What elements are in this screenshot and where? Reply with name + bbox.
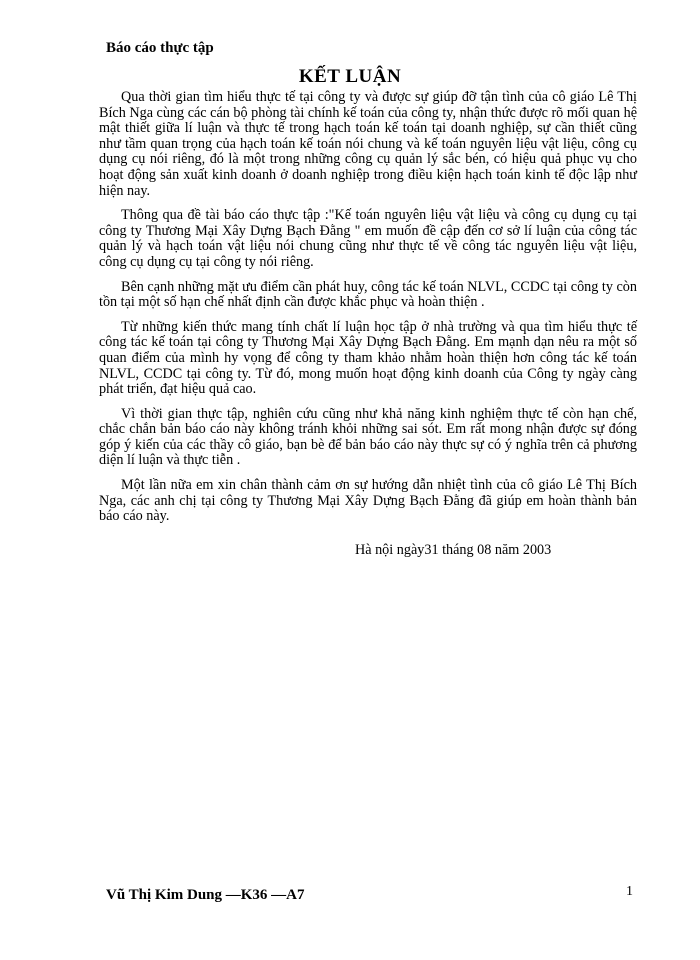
paragraph: Một lần nữa em xin chân thành cảm ơn sự hướng dẫn nhiệt tình của cô giáo Lê Thị Bích Nga, các anh chị tại công ty Thương Mại Xây Dựng Bạch Đằng đã giúp em hoàn thành bản báo cáo này. <box>99 477 637 525</box>
document-body <box>99 90 637 534</box>
page-title: KẾT LUẬN <box>298 66 402 87</box>
running-header: Báo cáo thực tập <box>106 40 214 56</box>
page-number: 1 <box>626 884 633 899</box>
footer-author: Vũ Thị Kim Dung —K36 —A7 <box>106 887 305 903</box>
date-line: Hà nội ngày31 tháng 08 năm 2003 <box>355 542 552 558</box>
paragraph: Qua thời gian tìm hiểu thực tế tại công ty và được sự giúp đỡ tận tình của cô giáo Lê Thị Bích Nga cùng các cán bộ phòng tài chính kế toán của công ty, nhận thức được rõ mối quan hệ mật thiết giữa lí luận và thực tế trong hạch toán kế toán tại doanh nghiệp, sự cần thiết cũng như tầm quan trọng của hạch toán kế toán nói chung và kế toán nguyên liệu vật liệu, công cụ dụng cụ nói riêng, đó là một trong những công cụ quản lý sắc bén, có hiệu quả phục vụ cho hoạt động sản xuất kinh doanh ở doanh nghiệp trong điều kiện hạch toán kinh tế độc lập như hiện nay. <box>99 89 637 199</box>
paragraph: Vì thời gian thực tập, nghiên cứu cũng như khả năng kinh nghiệm thực tế còn hạn chế, chắc chắn bản báo cáo này không tránh khỏi những sai sót. Em rất mong nhận được sự đóng góp ý kiến của các thầy cô giáo, bạn bè để bản báo cáo này thực sự có ý nghĩa trên cả phương diện lí luận và thực tiễn . <box>99 405 637 469</box>
paragraph: Từ những kiến thức mang tính chất lí luận học tập ở nhà trường và qua tìm hiểu thực tế công tác kế toán tại công ty Thương Mại Xây Dựng Bạch Đằng. Em mạnh dạn nêu ra một số quan điểm của mình hy vọng để công ty tham khảo nhằm hoàn thiện hơn công tác kế toán NLVL, CCDC tại công ty. Từ đó, mong muốn hoạt động kinh doanh của Công ty ngày càng phát triển, đạt hiệu quả cao. <box>99 318 637 398</box>
paragraph: Bên cạnh những mặt ưu điểm cần phát huy, công tác kế toán NLVL, CCDC tại công ty còn tồn tại một số hạn chế nhất định cần được khắc phục và hoàn thiện . <box>99 278 637 311</box>
paragraph: Thông qua đề tài báo cáo thực tập :"Kế toán nguyên liệu vật liệu và công cụ dụng cụ tại công ty Thương Mại Xây Dựng Bạch Đằng " em muốn đề cập đến cơ sở lí luận của công tác quản lý và hạch toán vật liệu nói chung cũng như thực tế về công tác nguyên liệu vật liệu, công cụ dụng cụ tại công ty nói riêng. <box>99 207 637 270</box>
